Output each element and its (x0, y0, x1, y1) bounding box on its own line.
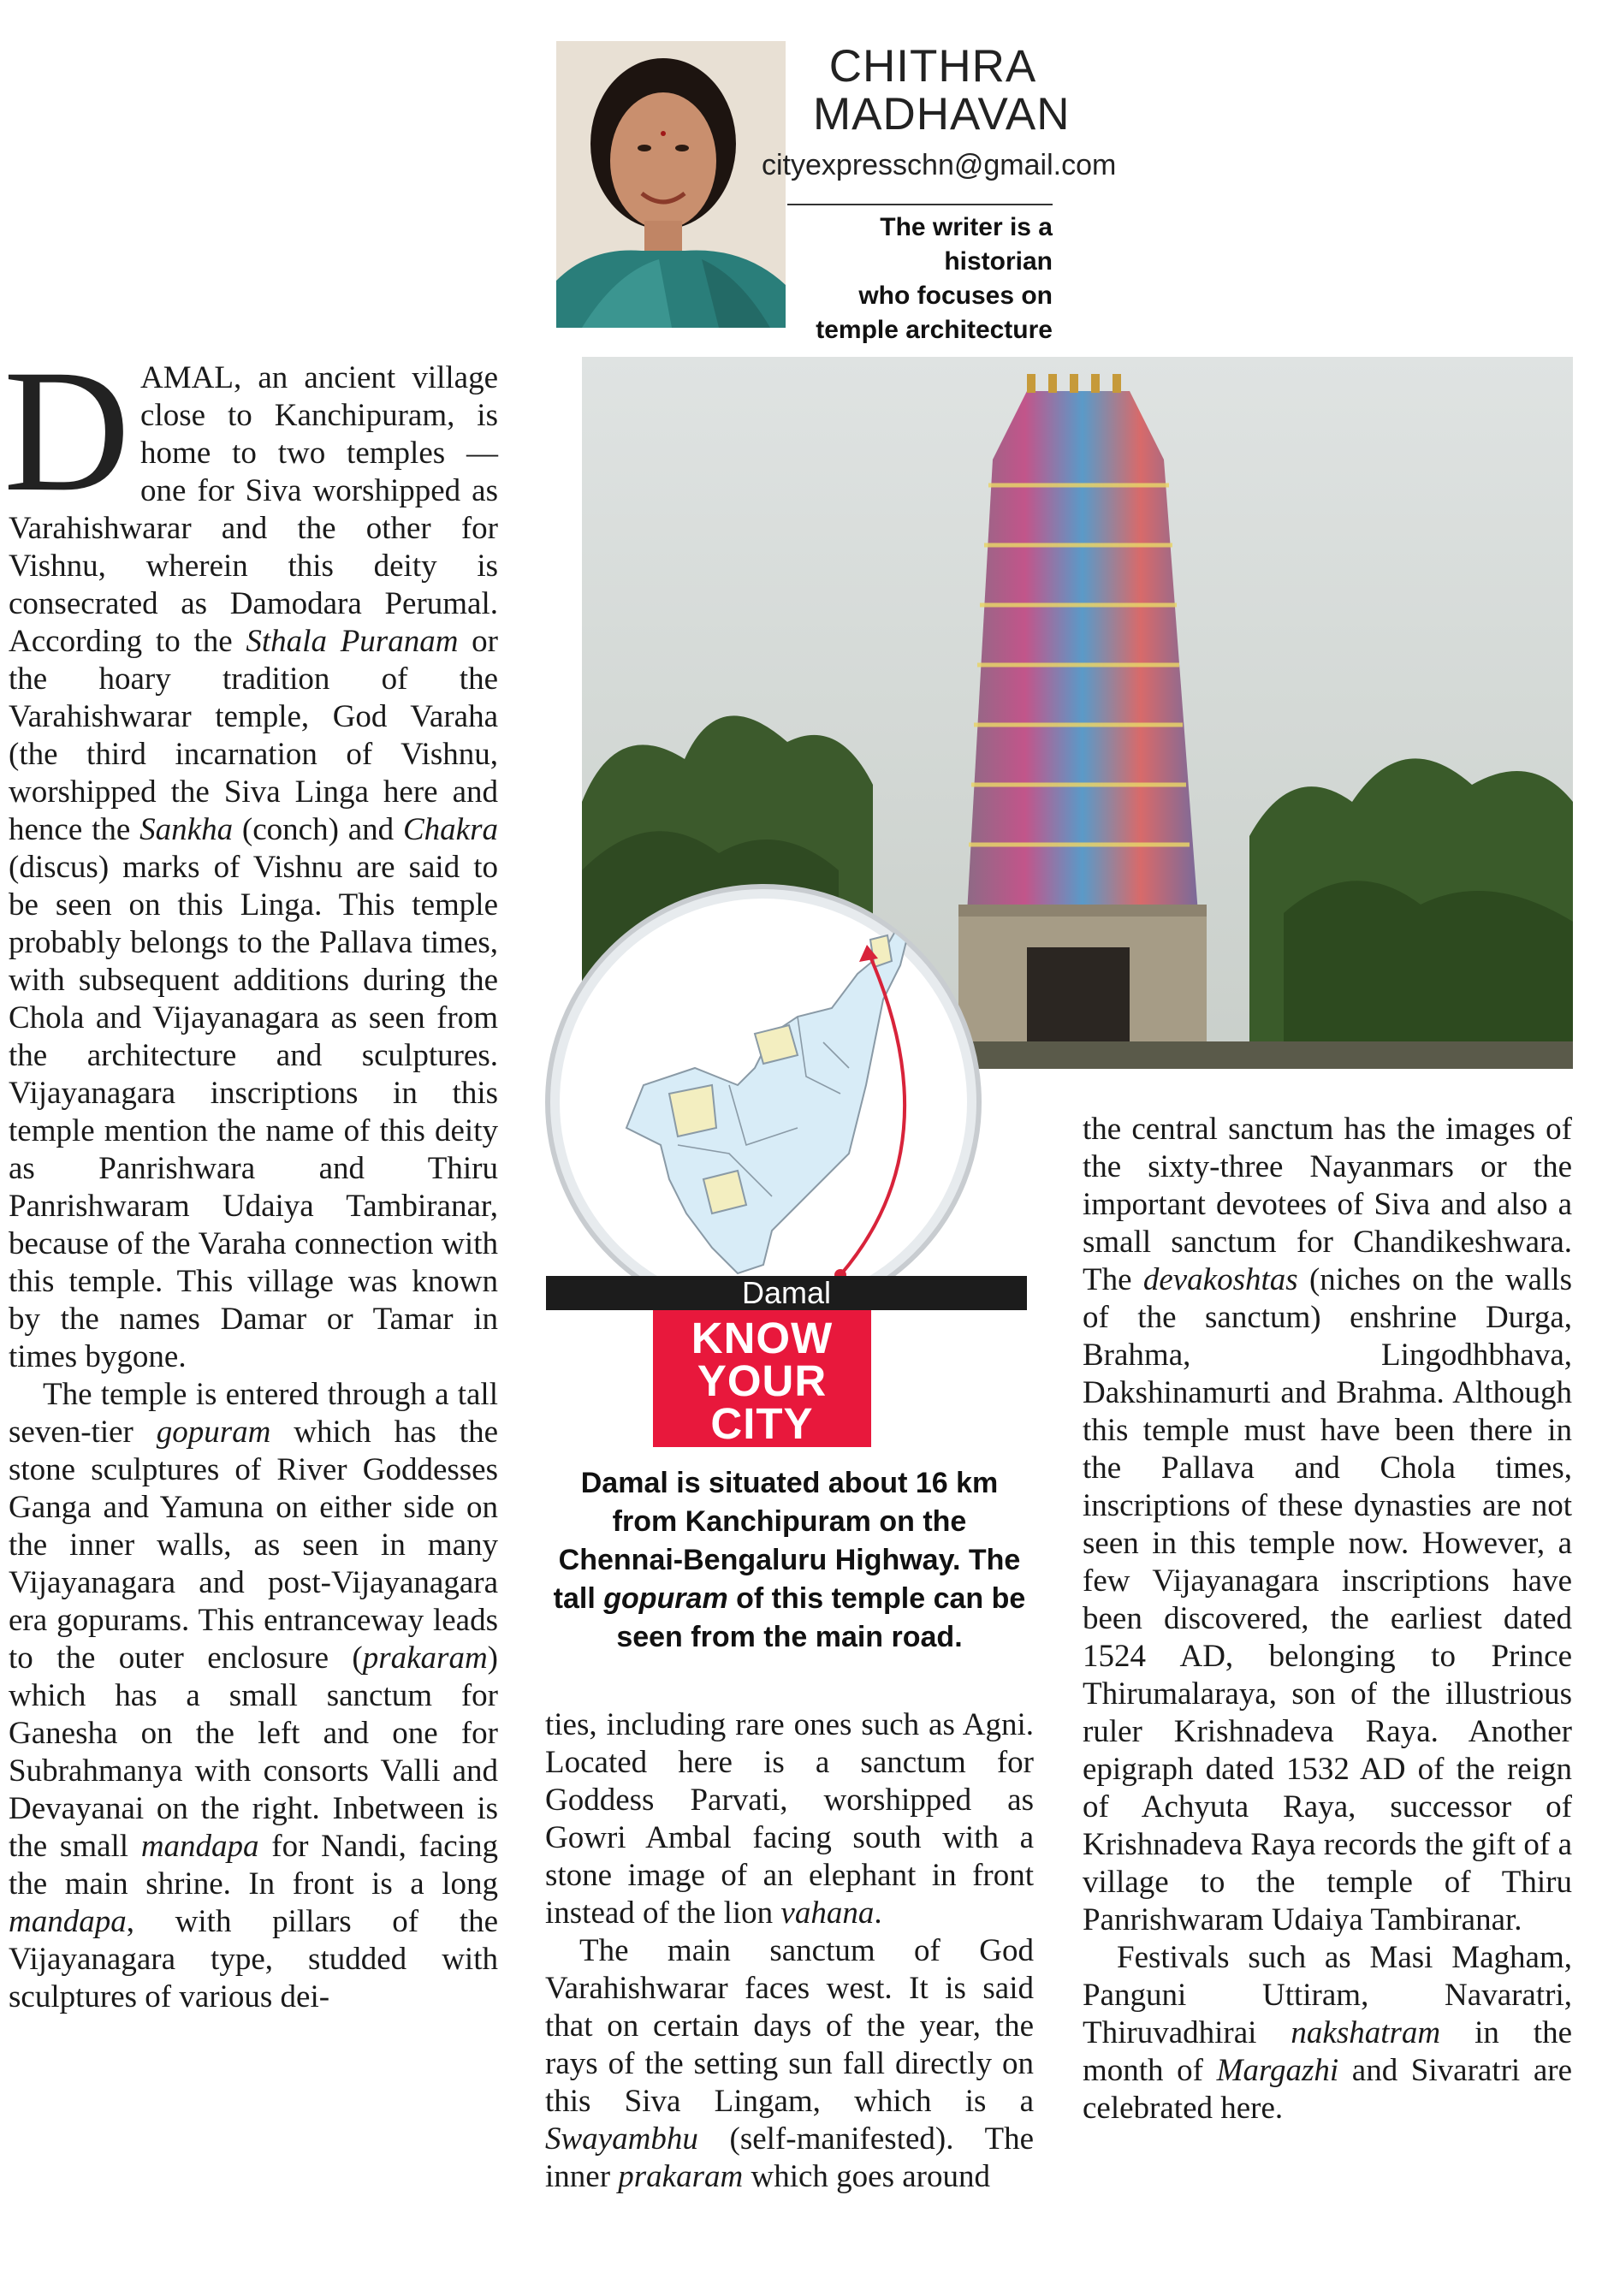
text-run: the central sanctum has the images of the sixty-three Nayanmars or the important devotees of Siva and also a small sanctum for Chandikeshwara. The (1083, 1112, 1572, 1297)
map-caption (548, 1464, 1031, 1657)
text-run: and Sivaratri are celebrated here. (1083, 2053, 1572, 2126)
text-run: ties, including rare ones such as Agni. Located here is a sanctum for Goddess Parvati, worshipped as Gowri Ambal facing south with a stone image of an elephant in front instead of the lion (545, 1707, 1034, 1931)
italic-term: vahana (780, 1896, 875, 1931)
author-portrait (556, 41, 786, 328)
text-run: which goes around (743, 2159, 990, 2194)
author-name-line1: CHITHRA (828, 41, 1037, 92)
article-paragraph-4 (1083, 1939, 1572, 2127)
author-email[interactable]: cityexpresschn@gmail.com (762, 149, 1117, 181)
caption-text-2: of this temple can be seen from the main road. (616, 1582, 1026, 1653)
article-paragraph-2-cont (545, 1706, 1034, 1932)
italic-term: prakaram (362, 1640, 488, 1676)
caption-emphasis: gopuram (603, 1582, 728, 1615)
author-byline (556, 41, 1117, 344)
italic-term: Chakra (402, 812, 498, 847)
text-run: The temple is entered through a tall seven-tier (9, 1377, 498, 1450)
italic-term: Sthala Puranam (246, 624, 459, 659)
italic-term: Margazhi (1216, 2053, 1339, 2088)
text-run: in the month of (1083, 2015, 1573, 2088)
map-location-label: Damal (741, 1275, 832, 1310)
text-run: (conch) and (233, 812, 403, 847)
author-bio-line2: who focuses on (858, 282, 1053, 310)
article-paragraph-3 (545, 1932, 1034, 2196)
author-bio-line3: temple architecture (816, 316, 1053, 344)
drop-cap: D (3, 334, 131, 528)
byline-divider (787, 204, 1053, 205)
text-run: or the hoary tradition of the Varahishwarar temple, God Varaha (the third incarnation of Vishnu, worshipped the Siva Linga here and hence the (9, 624, 498, 847)
know-your-city-badge (653, 1310, 871, 1447)
badge-line2: YOUR (697, 1356, 828, 1405)
italic-term: Sankha (139, 812, 234, 847)
badge-line1: KNOW (691, 1314, 834, 1362)
italic-term: devakoshtas (1142, 1262, 1298, 1297)
text-run: ) which has a small sanctum for Ganesha on the left and one for Subrahmanya with consorts Valli and Devayanai on the right. Inbetween is the small (9, 1640, 498, 1864)
text-run: which has the stone sculptures of River Goddesses Ganga and Yamuna on either side on the inner walls, as seen in many Vijayanagara and post-Vijayanagara era gopurams. This entranceway leads to the outer enclosure ( (9, 1415, 498, 1676)
author-portrait-image (556, 41, 786, 328)
italic-term: mandapa (9, 1904, 127, 1939)
text-run: (discus) marks of Vishnu are said to be seen on this Linga. This temple probably belongs to the Pallava times, with subsequent additions during the Chola and Vijayanagara as seen from the architecture and sculptures. Vijayanagara inscriptions in this temple mention the name of this deity as Panrishwara and Thiru Panrishwaram Udaiya Tambiranar, because of the Varaha connection with this temple. This village was known by the names Damar or Tamar in times bygone. (9, 850, 498, 1374)
article-paragraph-1 (3, 334, 498, 1376)
text-run: (niches on the walls of the sanctum) enshrine Durga, Brahma, Lingodhbhava, Dakshinamurti and Brahma. Although this temple must have been there in the Pallava and Chola times, inscriptions of these dynasties are not seen in this temple now. However, a few Vijayanagara inscriptions have been discovered, the earliest dated 1524 AD, belonging to Prince Thirumalaraya, son of the illustrious ruler Krishnadeva Raya. Another epigraph dated 1532 AD of the reign of Achyuta Raya, successor of Krishnadeva Raya records the gift of a village to the temple of Thiru Panrishwaram Udaiya Tambiranar. (1083, 1262, 1572, 1937)
caption-text-1: Damal is situated about 16 km from Kanchipuram on the Chennai-Bengaluru Highway. The tall (553, 1467, 1021, 1615)
italic-term: nakshatram (1291, 2015, 1441, 2050)
article-column-2 (545, 1706, 1034, 2196)
text-run: for Nandi, facing the main shrine. In front is a long (9, 1829, 498, 1901)
locator-map (541, 871, 1029, 1299)
author-bio (770, 211, 1053, 347)
italic-term: prakaram (618, 2159, 744, 2194)
text-run: , with pillars of the Vijayanagara type, studded with sculptures of various dei- (9, 1904, 498, 2014)
badge-line3: CITY (710, 1399, 814, 1448)
text-run: The main sanctum of God Varahishwarar faces west. It is said that on certain days of the year, the rays of the setting sun fall directly on this Siva Lingam, which is a (545, 1933, 1034, 2119)
italic-term: mandapa (140, 1829, 259, 1864)
article-column-1 (3, 334, 498, 2016)
article-paragraph-3-cont (1083, 1111, 1572, 1939)
italic-term: gopuram (156, 1415, 271, 1450)
text-run: AMAL, an ancient village close to Kanchipuram, is home to two temples — one for Siva worshipped as Varahishwarar and the other for Vishnu, wherein this deity is consecrated as Damodara Perumal. According to the (9, 360, 498, 659)
text-run: Festivals such as Masi Magham, Panguni Uttiram, Navaratri, Thiruvadhirai (1083, 1940, 1572, 2050)
article-column-3 (1083, 1111, 1572, 2127)
author-name-line2: MADHAVAN (813, 89, 1071, 139)
author-bio-line1: The writer is a historian (880, 213, 1053, 276)
article-paragraph-2 (9, 1376, 498, 2016)
text-run: (self-manifested). The inner (545, 2121, 1034, 2194)
italic-term: Swayambhu (545, 2121, 698, 2157)
author-name (813, 41, 1071, 139)
text-run: . (874, 1896, 882, 1931)
